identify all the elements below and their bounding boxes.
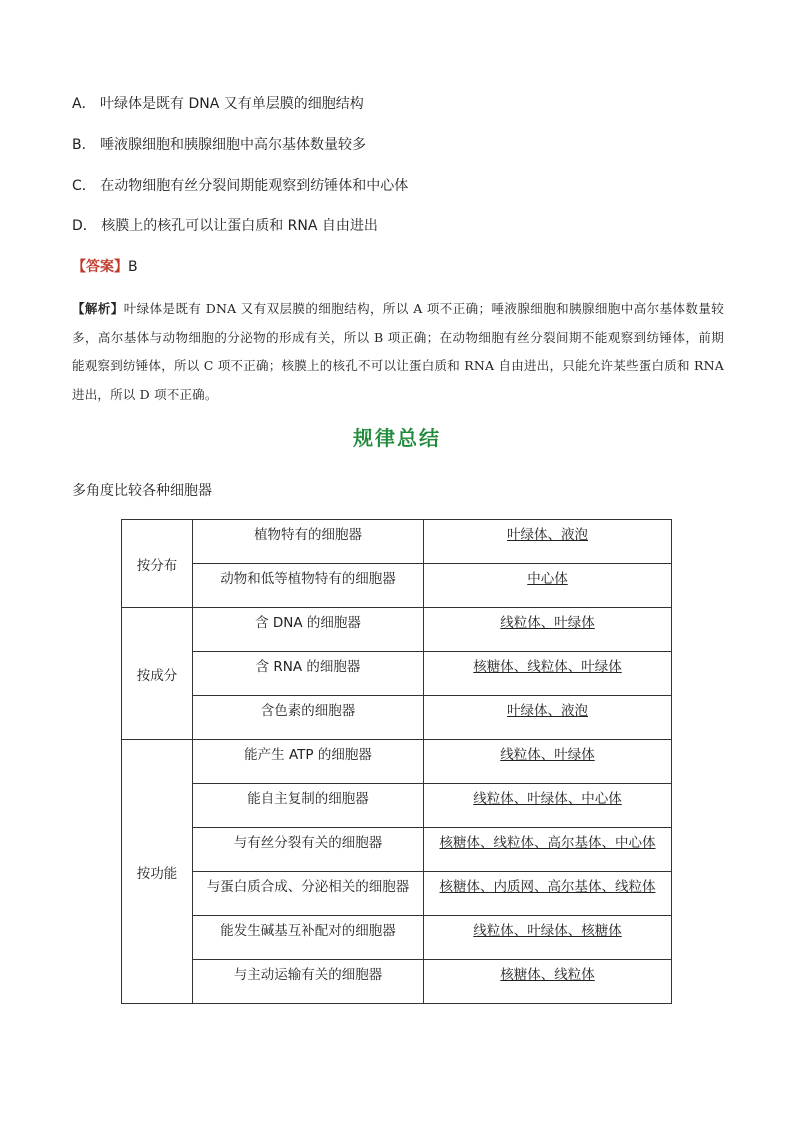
option-letter: A．	[72, 96, 96, 112]
value-cell	[424, 872, 672, 916]
option-letter: B．	[72, 137, 96, 153]
value-cell	[424, 784, 672, 828]
table-row	[122, 608, 672, 652]
value-cell	[424, 564, 672, 608]
option-a	[72, 95, 364, 113]
item-cell: 与蛋白质合成、分泌相关的细胞器	[193, 872, 424, 916]
organelle-comparison-table	[121, 519, 672, 1004]
value-cell	[424, 520, 672, 564]
value-cell	[424, 696, 672, 740]
option-letter: C．	[72, 178, 96, 194]
value-text: 中心体	[527, 571, 568, 587]
table-row	[122, 652, 672, 696]
value-cell	[424, 652, 672, 696]
table-row	[122, 784, 672, 828]
item-cell: 与主动运输有关的细胞器	[193, 960, 424, 1004]
value-cell	[424, 608, 672, 652]
item-cell: 含 RNA 的细胞器	[193, 652, 424, 696]
option-d	[72, 217, 378, 235]
option-text: 唾液腺细胞和胰腺细胞中高尔基体数量较多	[100, 137, 367, 153]
option-text: 核膜上的核孔可以让蛋白质和 RNA 自由进出	[101, 218, 378, 234]
value-text: 线粒体、叶绿体、中心体	[473, 791, 622, 807]
option-text: 在动物细胞有丝分裂间期能观察到纺锤体和中心体	[100, 178, 409, 194]
category-cell: 按功能	[122, 740, 193, 1004]
category-cell: 按分布	[122, 520, 193, 608]
table-row	[122, 696, 672, 740]
item-cell: 植物特有的细胞器	[193, 520, 424, 564]
analysis-tag: 【解析】	[72, 301, 124, 316]
intro-text: 多角度比较各种细胞器	[72, 483, 212, 499]
table-row	[122, 960, 672, 1004]
value-text: 核糖体、线粒体、叶绿体	[473, 659, 622, 675]
category-cell: 按成分	[122, 608, 193, 740]
value-text: 核糖体、线粒体、高尔基体、中心体	[439, 835, 656, 851]
table-row	[122, 520, 672, 564]
value-cell	[424, 740, 672, 784]
table-row	[122, 828, 672, 872]
answer-line	[72, 258, 138, 276]
value-text: 线粒体、叶绿体	[500, 747, 595, 763]
item-cell: 能自主复制的细胞器	[193, 784, 424, 828]
value-text: 线粒体、叶绿体、核糖体	[473, 923, 622, 939]
item-cell: 动物和低等植物特有的细胞器	[193, 564, 424, 608]
option-text: 叶绿体是既有 DNA 又有单层膜的细胞结构	[100, 96, 364, 112]
value-cell	[424, 916, 672, 960]
analysis-paragraph	[72, 295, 724, 409]
table-row	[122, 740, 672, 784]
item-cell: 含色素的细胞器	[193, 696, 424, 740]
item-cell: 含 DNA 的细胞器	[193, 608, 424, 652]
value-text: 线粒体、叶绿体	[500, 615, 595, 631]
analysis-text: 叶绿体是既有 DNA 又有双层膜的细胞结构，所以 A 项不正确；唾液腺细胞和胰腺细胞中高尔基体数量较多，高尔基体与动物细胞的分泌物的形成有关，所以 B 项正确；在动物细胞有丝分裂间期不能观察到纺锤体，前期能观察到纺锤体，所以 C 项不正确；核膜上的核孔不可以让蛋白质和 RNA 自由进出，只能允许某些蛋白质和 RNA 进出，所以 D 项不正确。	[72, 301, 724, 402]
item-cell: 与有丝分裂有关的细胞器	[193, 828, 424, 872]
option-letter: D．	[72, 218, 97, 234]
answer-tag: 【答案】	[72, 259, 128, 275]
value-text: 核糖体、线粒体	[500, 967, 595, 983]
value-text: 核糖体、内质网、高尔基体、线粒体	[439, 879, 656, 895]
table-row	[122, 916, 672, 960]
value-cell	[424, 960, 672, 1004]
item-cell: 能产生 ATP 的细胞器	[193, 740, 424, 784]
value-text: 叶绿体、液泡	[507, 703, 588, 719]
value-cell	[424, 828, 672, 872]
item-cell: 能发生碱基互补配对的细胞器	[193, 916, 424, 960]
table-row	[122, 564, 672, 608]
section-title: 规律总结	[353, 426, 441, 450]
value-text: 叶绿体、液泡	[507, 527, 588, 543]
table-row	[122, 872, 672, 916]
option-c	[72, 177, 408, 195]
option-b	[72, 136, 366, 154]
answer-value: B	[128, 259, 138, 275]
